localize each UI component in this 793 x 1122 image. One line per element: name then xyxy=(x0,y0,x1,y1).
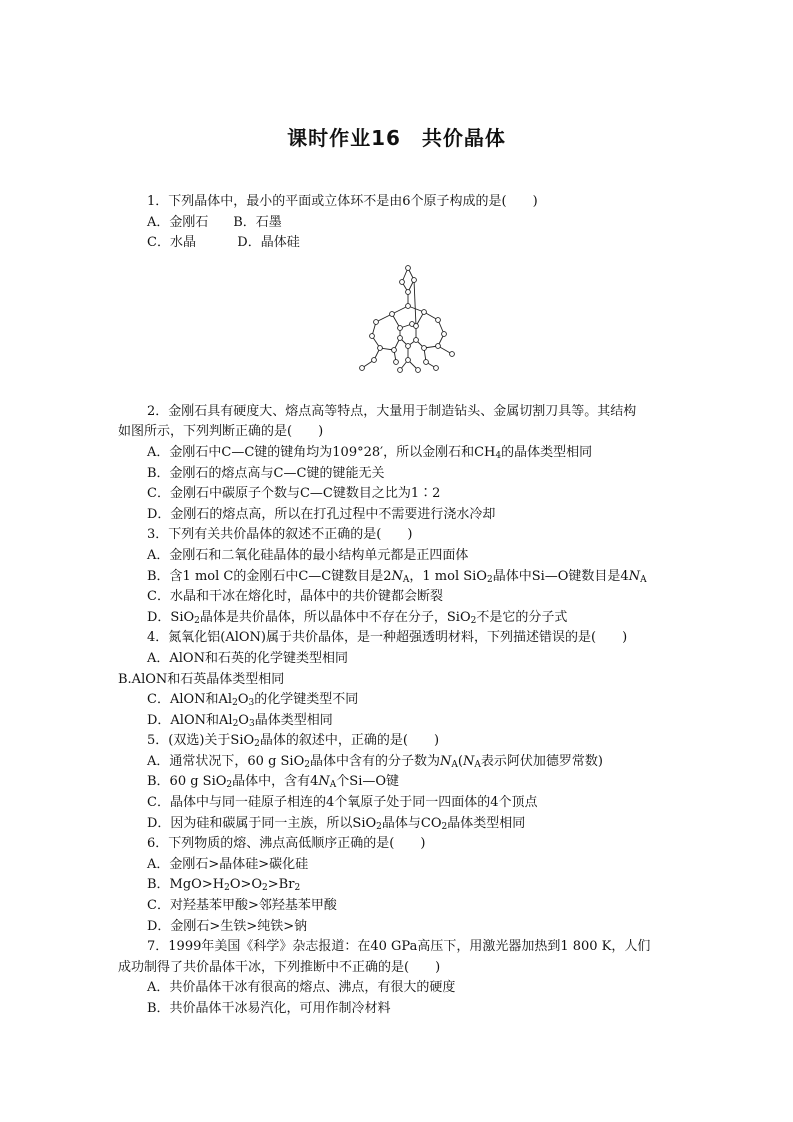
q1-stem: 1．下列晶体中，最小的平面或立体环不是由6个原子构成的是( ) xyxy=(147,194,538,209)
q3-option-a: A．金刚石和二氧化硅晶体的最小结构单元都是正四面体 xyxy=(147,547,469,563)
q6-option-c: C．对羟基苯甲酸>邻羟基苯甲酸 xyxy=(147,898,337,914)
q6-option-d: D．金刚石>生铁>纯铁>钠 xyxy=(147,918,308,934)
q5-option-d: D．因为硅和碳属于同一主族，所以SiO$_2$晶体与$CO_2$晶体类型相同 xyxy=(147,815,526,832)
q1-option-a: A．金刚石 xyxy=(147,214,209,230)
q5-option-c: C．晶体中与同一硅原子相连的4个氧原子处于同一四面体的4个顶点 xyxy=(147,795,538,811)
q5-option-a: A．通常状况下，60 g SiO$_2$晶体中含有的分子数为$N_A(N_A$表示阿伏加德罗常数) xyxy=(147,753,603,770)
q6-stem: 6．下列物质的熔、沸点高低顺序正确的是( ) xyxy=(147,836,426,852)
q3-option-b: B．含1 mol C的金刚石中C—C键数目是$2N_A$，1 mol SiO$_2$晶体中Si—O键数目是$4N_A$ xyxy=(147,568,647,585)
q4-option-a: A．AlON和石英的化学键类型相同 xyxy=(147,650,348,666)
q3-option-d: D．SiO$_2$晶体是共价晶体，所以晶体中不存在分子，SiO$_2$不是它的分子式 xyxy=(147,609,568,626)
q6-option-b: B．$MgO>H_2O>O_2>Br_2$ xyxy=(147,877,301,894)
q7-stem-line2: 成功制得了共价晶体干冰，下列推断中不正确的是( ) xyxy=(118,959,441,975)
q7-option-b: B．共价晶体干冰易汽化，可用作制冷材料 xyxy=(147,1001,391,1016)
q6-option-a: A．金刚石>晶体硅>碳化硅 xyxy=(147,856,309,872)
q5-option-b: B．60 g SiO$_2$晶体中，含有$4N_A$个Si—O键 xyxy=(147,774,400,791)
q1-options-ab xyxy=(0,213,793,234)
q2-option-a: A．金刚石中C—C键的键角均为109°28′，所以金刚石和$CH_4$的晶体类型相同 xyxy=(147,444,593,461)
q1-option-c: C．水晶 xyxy=(147,235,196,251)
q4-stem: 4．氮氧化铝(AlON)属于共价晶体，是一种超强透明材料，下列描述错误的是( ) xyxy=(147,630,628,646)
diamond-lattice-diagram xyxy=(352,262,472,382)
q3-option-c: C．水晶和干冰在熔化时，晶体中的共价键都会断裂 xyxy=(147,589,443,605)
q1-options-cd xyxy=(0,233,793,254)
q5-stem: 5．(双选)关于SiO$_2$晶体的叙述中，正确的是( ) xyxy=(147,733,440,750)
q7-stem-line1: 7．1999年美国《科学》杂志报道：在40 GPa高压下，用激光器加热到1 800 K，人们 xyxy=(147,939,651,955)
question-list xyxy=(0,192,793,1020)
q1-option-d: D．晶体硅 xyxy=(237,235,300,251)
q2-stem-line1: 2．金刚石具有硬度大、熔点高等特点，大量用于制造钻头、金属切割刀具等。其结构 xyxy=(147,403,637,419)
q3-stem: 3．下列有关共价晶体的叙述不正确的是( ) xyxy=(147,527,413,543)
q4-option-b: B.AlON和石英晶体类型相同 xyxy=(118,671,285,687)
q1-option-b: B．石墨 xyxy=(233,214,282,230)
q7-option-a: A．共价晶体干冰有很高的熔点、沸点，有很大的硬度 xyxy=(147,980,456,996)
page-title: 课时作业16 共价晶体 xyxy=(287,126,506,150)
q4-option-c: C．AlON和$Al_2O_3$的化学键类型不同 xyxy=(147,692,359,709)
q2-option-c: C．金刚石中碳原子个数与C—C键数目之比为1∶2 xyxy=(147,486,441,502)
diamond-structure-figure xyxy=(0,254,793,402)
q2-option-b: B．金刚石的熔点高与C—C键的键能无关 xyxy=(147,465,385,481)
q4-option-d: D．AlON和$Al_2O_3$晶体类型相同 xyxy=(147,712,333,729)
q2-stem-line2: 如图所示，下列判断正确的是( ) xyxy=(118,424,324,440)
q2-option-d: D．金刚石的熔点高，所以在打孔过程中不需要进行浇水冷却 xyxy=(147,506,496,522)
